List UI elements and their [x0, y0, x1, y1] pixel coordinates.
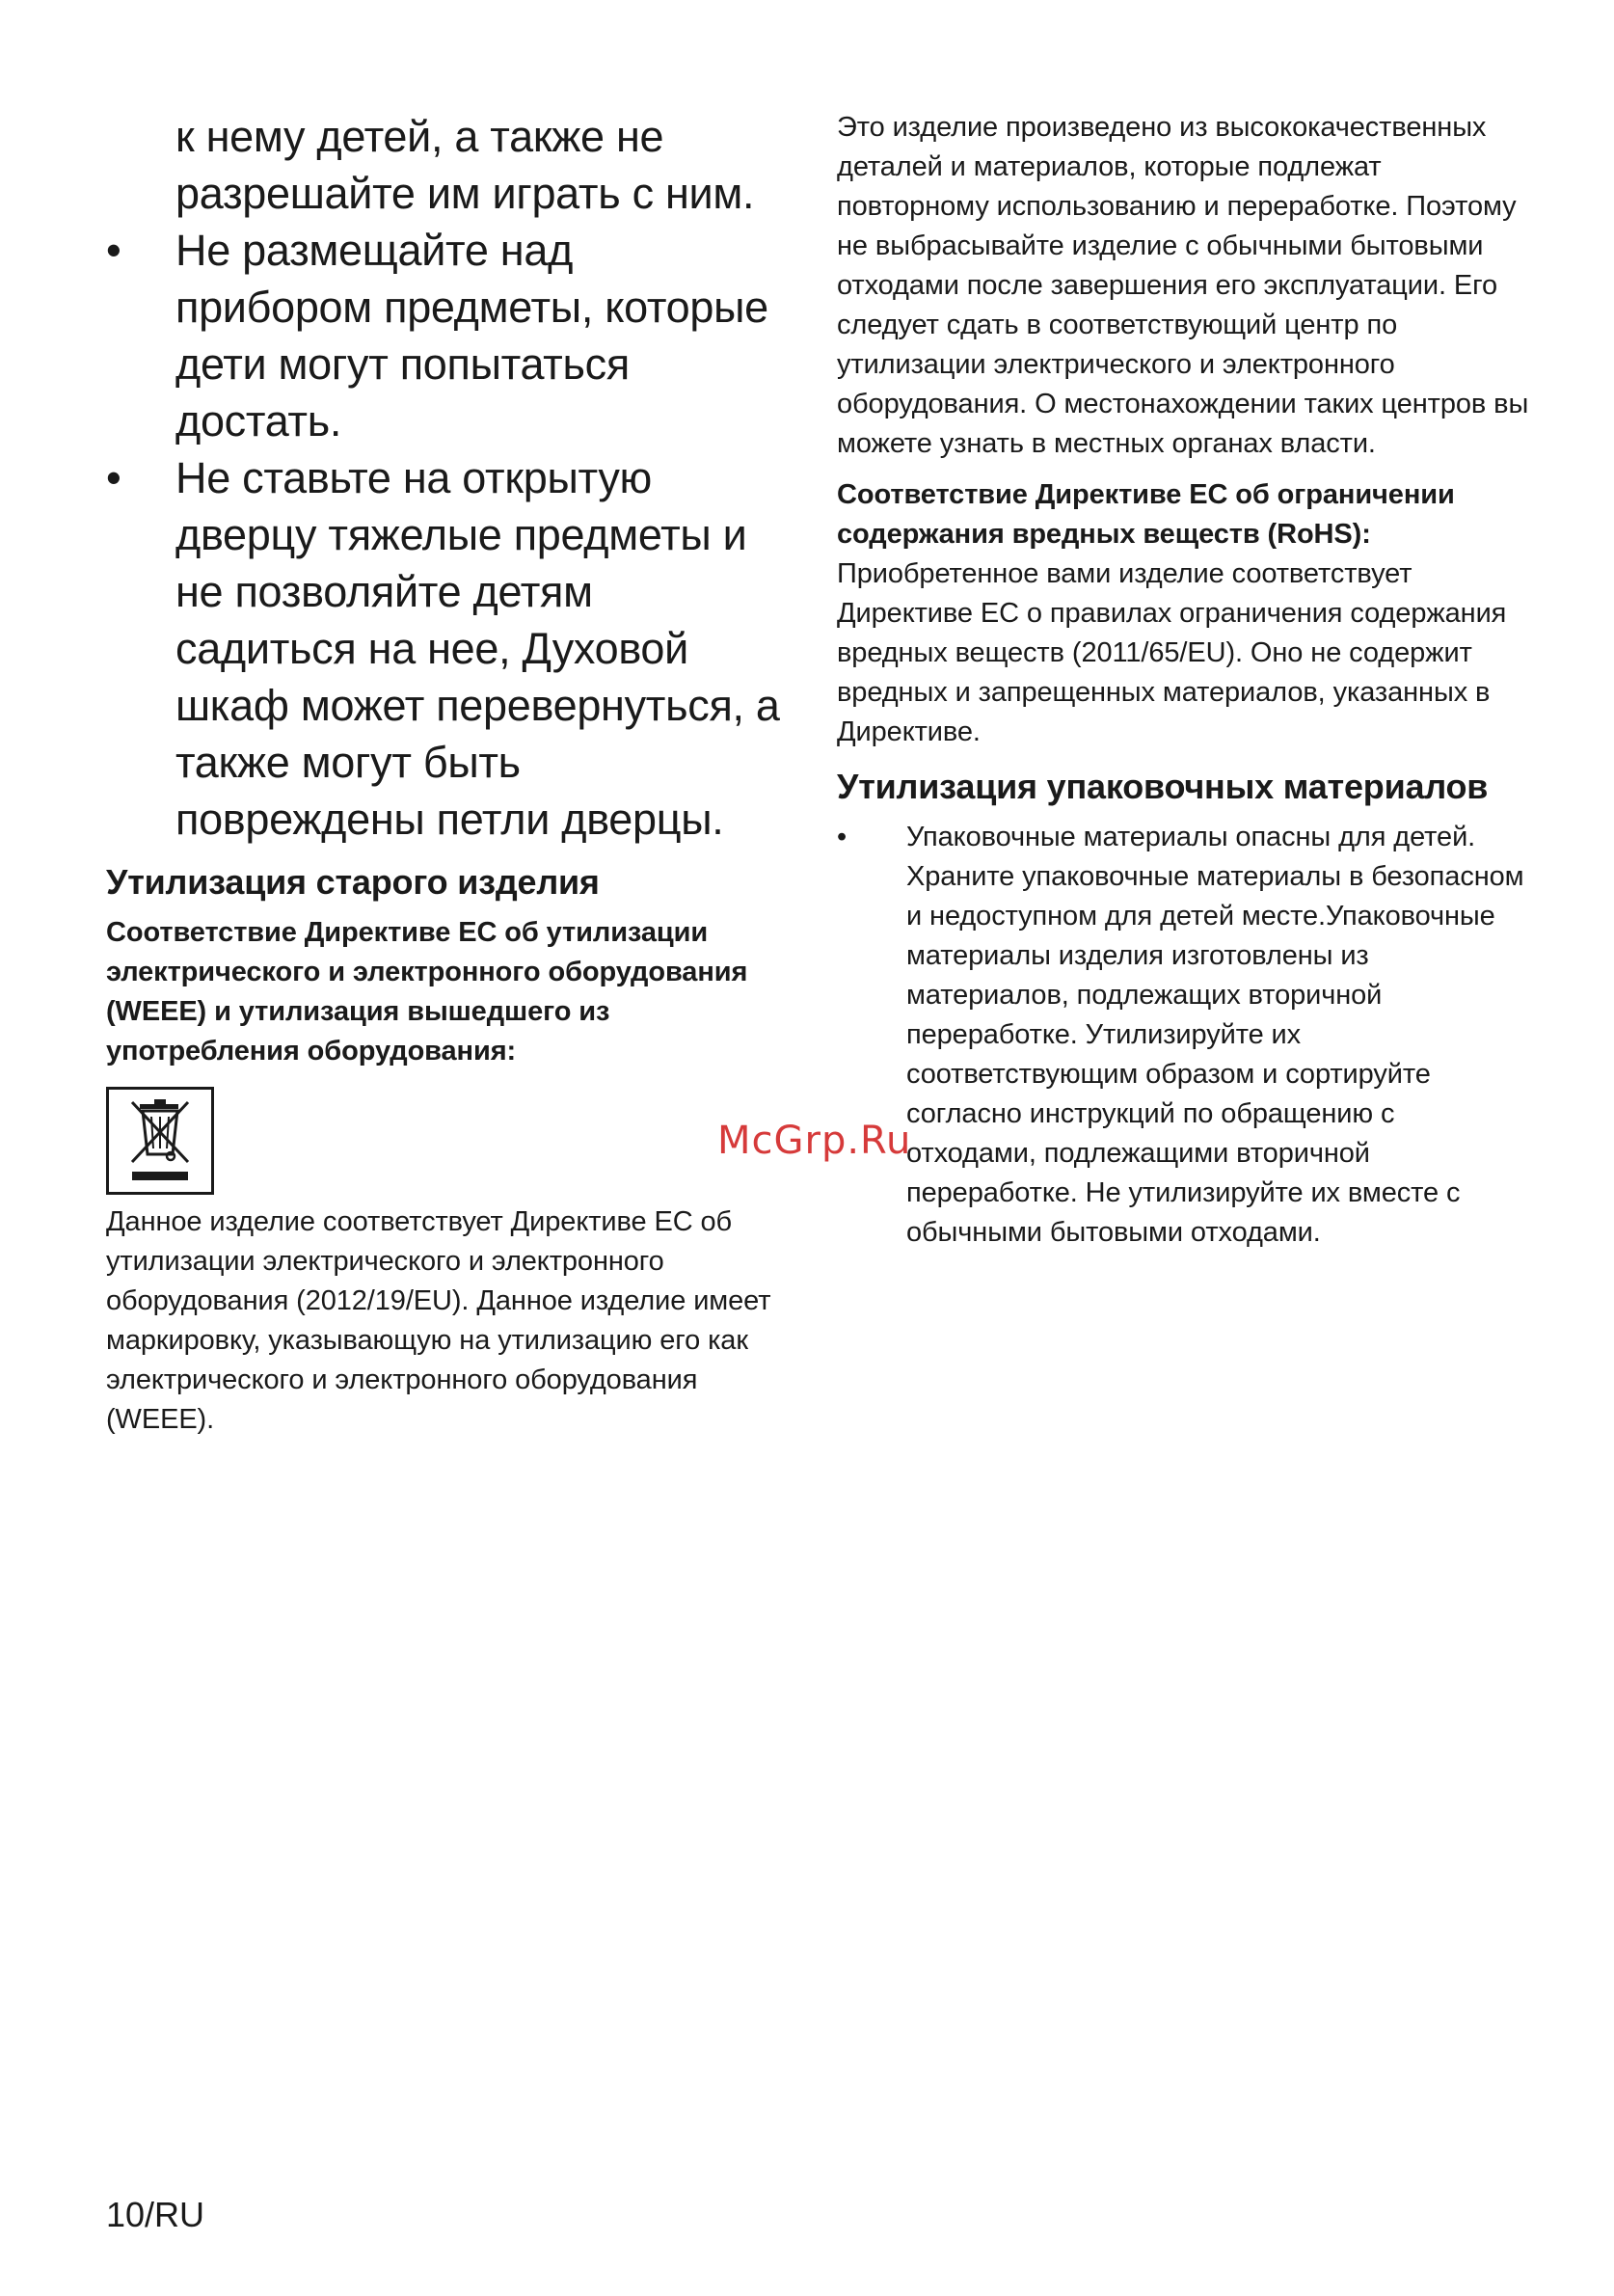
list-item-text: Не размещайте над прибором предметы, которые дети могут попытаться достать.	[175, 226, 768, 446]
packaging-bullet-list	[837, 818, 1531, 1253]
list-item	[837, 818, 1531, 1253]
bullet-glyph: •	[106, 226, 121, 275]
rohs-paragraph: Приобретенное вами изделие соответствует Директиве ЕС о правилах ограничения содержания вредных веществ (2011/65/EU). Оно не содержит вредных и запрещенных материалов, указанных в Директиве.	[837, 558, 1507, 747]
continued-paragraph: к нему детей, а также не разрешайте им играть с ним.	[175, 112, 755, 218]
right-column	[837, 108, 1531, 1253]
rohs-heading: Соответствие Директиве ЕС об ограничении содержания вредных веществ (RoHS):	[837, 479, 1455, 550]
section-title-packaging: Утилизация упаковочных материалов	[837, 767, 1489, 806]
intro-paragraph: Это изделие произведено из высококачественных деталей и материалов, которые подлежат повторному использованию и переработке. Поэтому не выбрасывайте изделие с обычными бытовыми отходами после завершения его эксплуатации. Его следует сдать в соответствующий центр по утилизации электрического и электронного оборудования. О местонахождении таких центров вы можете узнать в местных органах власти.	[837, 112, 1529, 459]
page-number: 10/RU	[106, 2195, 205, 2234]
list-item	[106, 222, 781, 449]
bullet-glyph: •	[106, 453, 121, 502]
list-item-text: Упаковочные материалы опасны для детей. Храните упаковочные материалы в безопасном и недоступном для детей месте.Упаковочные материалы изделия изготовлены из материалов, подлежащих вторичной переработке. Утилизируйте их соответствующим образом и сортируйте согласно инструкций по обращению с отходами, подлежащими вторичной переработке. Не утилизируйте их вместе с обычными бытовыми отходами.	[906, 822, 1524, 1248]
section-title-disposal: Утилизация старого изделия	[106, 862, 600, 902]
bullet-glyph: •	[837, 822, 847, 852]
crossed-out-wheelie-bin-icon	[106, 1087, 214, 1195]
watermark: McGrp.Ru	[717, 1119, 912, 1163]
list-item	[106, 449, 781, 848]
safety-bullet-list	[106, 222, 781, 848]
weee-heading: Соответствие Директиве ЕС об утилизации электрического и электронного оборудования (WEEE) и утилизация вышедшего из употребления оборудования:	[106, 917, 748, 1067]
list-item-text: Не ставьте на открытую дверцу тяжелые предметы и не позволяйте детям садиться на нее, Духовой шкаф может перевернуться, а также могут быть повреждены петли дверцы.	[175, 453, 780, 844]
left-column	[106, 108, 781, 1440]
weee-paragraph: Данное изделие соответствует Директиве ЕС об утилизации электрического и электронного оборудования (2012/19/EU). Данное изделие имеет маркировку, указывающую на утилизацию его как электрического и электронного оборудования (WEEE).	[106, 1206, 771, 1435]
